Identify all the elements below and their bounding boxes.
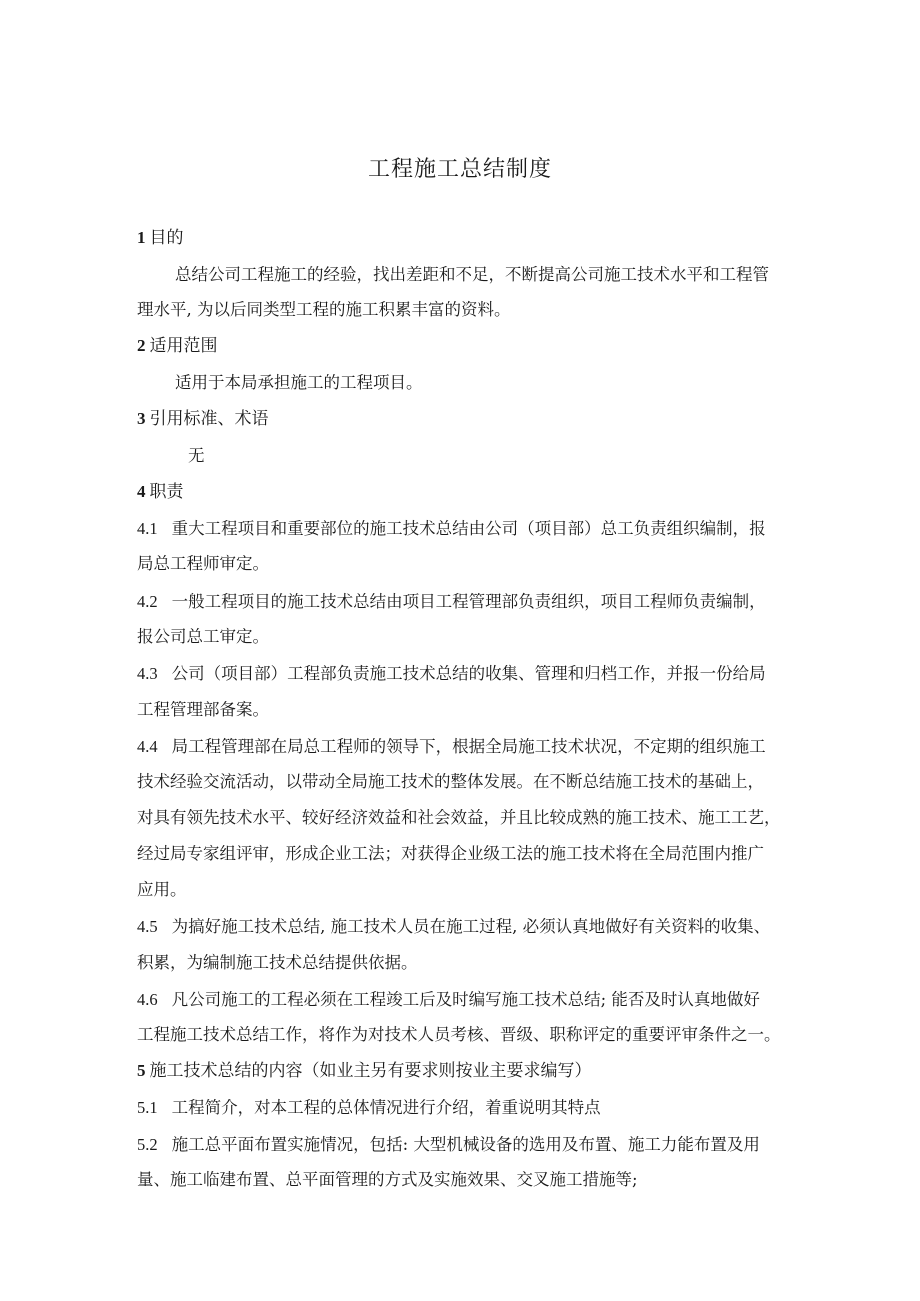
section-heading-text: 目的 — [149, 228, 184, 248]
paragraph-line: 技术经验交流活动，以带动全局施工技术的整体发展。在不断总结施工技术的基础上， — [137, 772, 764, 791]
section-heading-text: 适用范围 — [149, 336, 218, 356]
paragraph-line: 总结公司工程施工的经验，找出差距和不足，不断提高公司施工技术水平和工程管 — [175, 265, 769, 284]
clause-4-5 — [137, 916, 797, 938]
paragraph-line: 报公司总工审定。 — [137, 627, 269, 646]
section-heading-2 — [137, 335, 797, 357]
clause-number: 4.1 — [137, 519, 158, 538]
clause-4-4 — [137, 736, 797, 758]
clause-text: 施工总平面布置实施情况，包括: 大型机械设备的选用及布置、施工力能布置及用 — [171, 1135, 760, 1154]
paragraph-line: 积累，为编制施工技术总结提供依据。 — [137, 953, 418, 972]
clause-text: 为搞好施工技术总结, 施工技术人员在施工过程, 必须认真地做好有关资料的收集、 — [171, 917, 771, 936]
page-title: 工程施工总结制度 — [367, 157, 552, 182]
clause-4-2 — [137, 591, 797, 613]
paragraph-line: 无 — [188, 446, 205, 465]
clause-text: 一般工程项目的施工技术总结由项目工程管理部负责组织，项目工程师负责编制， — [171, 592, 766, 611]
section-heading-4 — [137, 481, 797, 503]
paragraph-line: 量、施工临建布置、总平面管理的方式及实施效果、交叉施工措施等; — [137, 1170, 638, 1189]
clause-text: 重大工程项目和重要部位的施工技术总结由公司（项目部）总工负责组织编制，报 — [171, 519, 766, 538]
clause-number: 4.2 — [137, 592, 158, 611]
section-heading-text: 职责 — [149, 482, 184, 502]
section-number: 2 — [137, 336, 146, 355]
paragraph-line: 局总工程师审定。 — [137, 554, 269, 573]
clause-number: 4.4 — [137, 737, 158, 756]
clause-text: 局工程管理部在局总工程师的领导下，根据全局施工技术状况，不定期的组织施工 — [171, 737, 766, 756]
paragraph-line: 理水平, 为以后同类型工程的施工积累丰富的资料。 — [137, 300, 511, 319]
paragraph-line: 对具有领先技术水平、较好经济效益和社会效益，并且比较成熟的施工技术、施工工艺， — [137, 808, 781, 827]
section-heading-3 — [137, 408, 797, 430]
section-heading-text: 施工技术总结的内容（如业主另有要求则按业主要求编写） — [149, 1061, 592, 1081]
clause-text: 公司（项目部）工程部负责施工技术总结的收集、管理和归档工作，并报一份给局 — [171, 664, 766, 683]
section-number: 4 — [137, 482, 146, 501]
section-number: 5 — [137, 1061, 146, 1080]
paragraph-line: 工程管理部备案。 — [137, 700, 269, 719]
section-number: 3 — [137, 409, 146, 428]
clause-5-2 — [137, 1134, 797, 1156]
paragraph-line: 经过局专家组评审，形成企业工法；对获得企业级工法的施工技术将在全局范围内推广 — [137, 844, 764, 863]
clause-text: 工程简介，对本工程的总体情况进行介绍，着重说明其特点 — [171, 1098, 601, 1117]
paragraph-line: 应用。 — [137, 880, 187, 899]
clause-text: 凡公司施工的工程必须在工程竣工后及时编写施工技术总结; 能否及时认真地做好 — [171, 990, 760, 1009]
clause-number: 4.3 — [137, 664, 158, 683]
clause-5-1 — [137, 1097, 797, 1119]
section-heading-5 — [137, 1060, 797, 1082]
section-heading-text: 引用标准、术语 — [149, 409, 269, 429]
paragraph-line: 工程施工技术总结工作，将作为对技术人员考核、晋级、职称评定的重要评审条件之一。 — [137, 1025, 781, 1044]
clause-4-1 — [137, 518, 797, 540]
clause-4-3 — [137, 663, 797, 685]
section-heading-1 — [137, 227, 797, 249]
clause-4-6 — [137, 989, 797, 1011]
clause-number: 5.2 — [137, 1135, 158, 1154]
clause-number: 4.5 — [137, 917, 158, 936]
paragraph-line: 适用于本局承担施工的工程项目。 — [175, 373, 423, 392]
clause-number: 5.1 — [137, 1098, 158, 1117]
clause-number: 4.6 — [137, 990, 158, 1009]
section-number: 1 — [137, 228, 146, 247]
